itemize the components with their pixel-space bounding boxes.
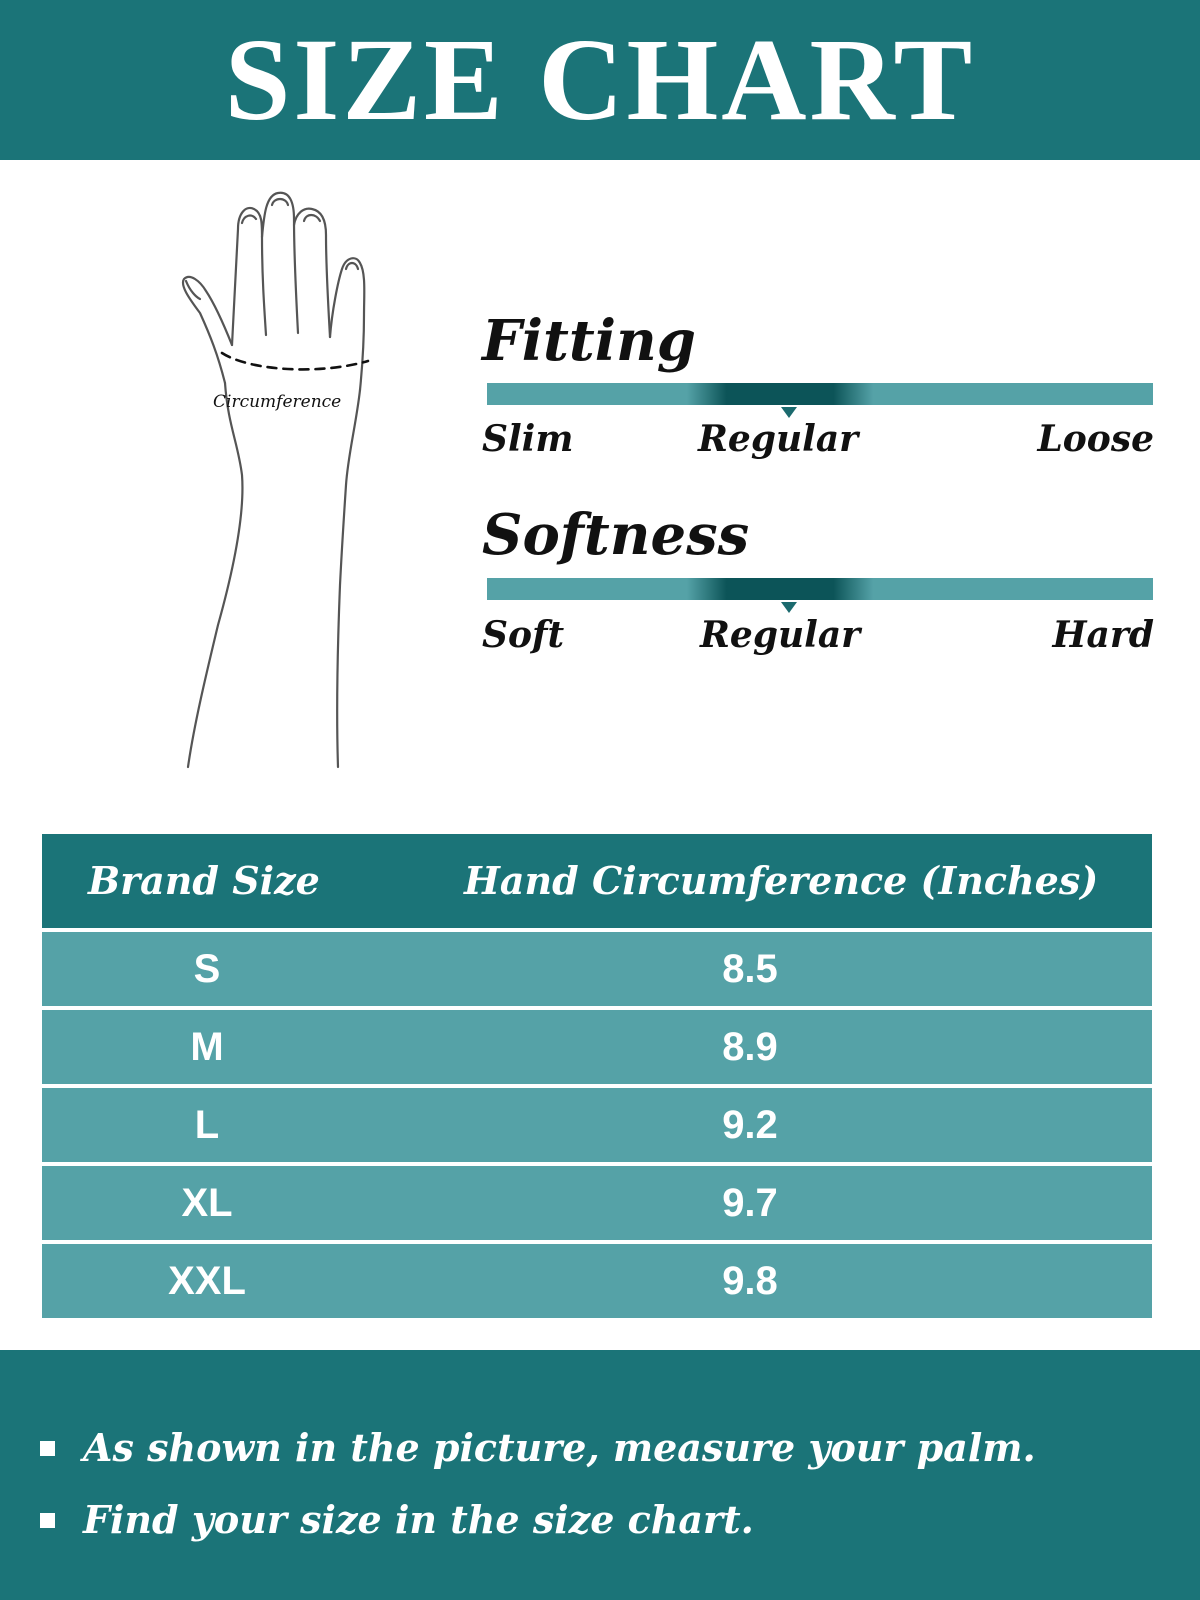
fitting-label-slim: Slim bbox=[482, 418, 574, 460]
circumference-cell: 8.5 bbox=[722, 947, 778, 991]
size-cell: M bbox=[190, 1025, 224, 1069]
header-brand-size: Brand Size bbox=[88, 858, 320, 903]
softness-labels bbox=[482, 614, 1154, 661]
softness-bar bbox=[487, 578, 1153, 600]
instruction-text: Find your size in the size chart. bbox=[83, 1497, 754, 1542]
square-bullet-icon bbox=[40, 1513, 55, 1528]
circumference-cell: 8.9 bbox=[722, 1025, 778, 1069]
softness-scale bbox=[482, 502, 1154, 677]
instruction-list bbox=[40, 1412, 1036, 1556]
softness-label-regular: Regular bbox=[700, 614, 861, 656]
table-row bbox=[42, 932, 1152, 1006]
page-title: SIZE CHART bbox=[224, 14, 976, 145]
size-table bbox=[42, 834, 1152, 1318]
table-header-row bbox=[42, 834, 1152, 928]
size-cell: S bbox=[193, 947, 221, 991]
fitting-title: Fitting bbox=[482, 308, 696, 374]
table-row bbox=[42, 1244, 1152, 1318]
fitting-label-regular: Regular bbox=[698, 418, 859, 460]
square-bullet-icon bbox=[40, 1441, 55, 1456]
table-row bbox=[42, 1166, 1152, 1240]
fitting-bar bbox=[487, 383, 1153, 405]
list-item bbox=[40, 1412, 1036, 1484]
instruction-text: As shown in the picture, measure your palm. bbox=[83, 1425, 1036, 1470]
softness-title: Softness bbox=[482, 502, 750, 568]
circumference-cell: 9.8 bbox=[722, 1259, 778, 1303]
circumference-label: Circumference bbox=[213, 392, 342, 412]
footer-instructions bbox=[0, 1350, 1200, 1600]
size-cell: L bbox=[194, 1103, 220, 1147]
fitting-label-loose: Loose bbox=[1037, 418, 1154, 460]
table-row bbox=[42, 1010, 1152, 1084]
circumference-cell: 9.7 bbox=[722, 1181, 778, 1225]
fitting-marker-icon bbox=[781, 407, 797, 418]
fitting-labels bbox=[482, 418, 1154, 465]
hand-outline-icon bbox=[170, 185, 400, 785]
header-hand-circumference: Hand Circumference (Inches) bbox=[464, 858, 1099, 903]
size-cell: XL bbox=[181, 1181, 233, 1225]
header-banner bbox=[0, 0, 1200, 160]
softness-label-soft: Soft bbox=[482, 614, 565, 656]
circumference-cell: 9.2 bbox=[722, 1103, 778, 1147]
list-item bbox=[40, 1484, 1036, 1556]
softness-label-hard: Hard bbox=[1052, 614, 1154, 656]
table-row bbox=[42, 1088, 1152, 1162]
softness-marker-icon bbox=[781, 602, 797, 613]
fitting-scale bbox=[482, 308, 1154, 483]
size-cell: XXL bbox=[168, 1259, 246, 1303]
